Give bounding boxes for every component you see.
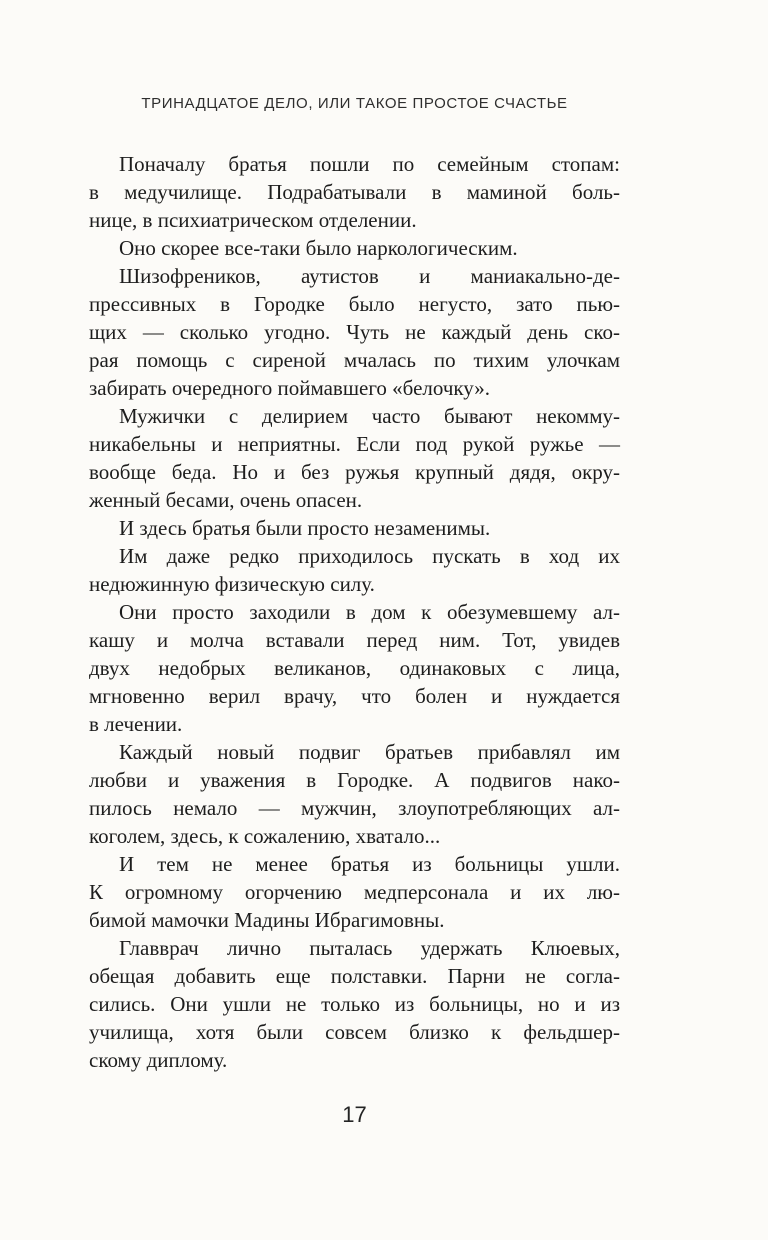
paragraph (89, 150, 620, 234)
text-line: обещая добавить еще полставки. Парни не согла- (89, 964, 620, 988)
text-line: К огромному огорчению медперсонала и их лю- (89, 880, 620, 904)
text-line: И здесь братья были просто незаменимы. (119, 516, 491, 540)
text-line: забирать очередного поймавшего «белочку». (89, 376, 491, 400)
text-line: недюжинную физическую силу. (89, 572, 375, 596)
body-text (89, 150, 620, 1074)
paragraph (89, 934, 620, 1074)
text-line: женный бесами, очень опасен. (89, 488, 363, 512)
text-line: Им даже редко приходилось пускать в ход их (119, 544, 620, 568)
text-line: Шизофреников, аутистов и маниакально-де- (119, 264, 620, 288)
paragraph (89, 262, 620, 402)
text-line: коголем, здесь, к сожалению, хватало... (89, 824, 441, 848)
text-line: двух недобрых великанов, одинаковых с лица, (89, 656, 620, 680)
text-line: Оно скорее все-таки было наркологическим. (119, 236, 518, 260)
paragraph (89, 234, 620, 262)
text-line: И тем не менее братья из больницы ушли. (119, 852, 620, 876)
text-line: в лечении. (89, 712, 183, 736)
paragraph (89, 738, 620, 850)
paragraph (89, 402, 620, 514)
text-line: Они просто заходили в дом к обезумевшему ал- (119, 600, 620, 624)
text-line: вообще беда. Но и без ружья крупный дядя, окру- (89, 460, 620, 484)
text-line: прессивных в Городке было негусто, зато пью- (89, 292, 620, 316)
text-line: сились. Они ушли не только из больницы, но и из (89, 992, 620, 1016)
text-line: кашу и молча вставали перед ним. Тот, увидев (89, 628, 620, 652)
text-line: щих — сколько угодно. Чуть не каждый день ско- (89, 320, 620, 344)
text-line: нице, в психиатрическом отделении. (89, 208, 417, 232)
text-line: Мужички с делирием часто бывают некомму- (119, 404, 620, 428)
running-header: ТРИНАДЦАТОЕ ДЕЛО, ИЛИ ТАКОЕ ПРОСТОЕ СЧАСТЬЕ (141, 95, 568, 112)
text-line: мгновенно верил врачу, что болен и нуждается (89, 684, 620, 708)
text-line: скому диплому. (89, 1048, 228, 1072)
page-number: 17 (342, 1102, 367, 1127)
paragraph (89, 850, 620, 934)
text-line: Главврач лично пыталась удержать Клюевых, (119, 936, 620, 960)
text-line: пилось немало — мужчин, злоупотребляющих ал- (89, 796, 620, 820)
text-line: Поначалу братья пошли по семейным стопам: (119, 152, 620, 176)
text-line: любви и уважения в Городке. А подвигов нако- (89, 768, 620, 792)
text-line: в медучилище. Подрабатывали в маминой боль- (89, 180, 620, 204)
text-line: никабельны и неприятны. Если под рукой ружье — (89, 432, 620, 456)
text-line: бимой мамочки Мадины Ибрагимовны. (89, 908, 445, 932)
text-line: училища, хотя были совсем близко к фельдшер- (89, 1020, 620, 1044)
paragraph (89, 542, 620, 598)
paragraph (89, 598, 620, 738)
paragraph (89, 514, 620, 542)
text-line: Каждый новый подвиг братьев прибавлял им (119, 740, 620, 764)
text-line: рая помощь с сиреной мчалась по тихим улочкам (89, 348, 620, 372)
